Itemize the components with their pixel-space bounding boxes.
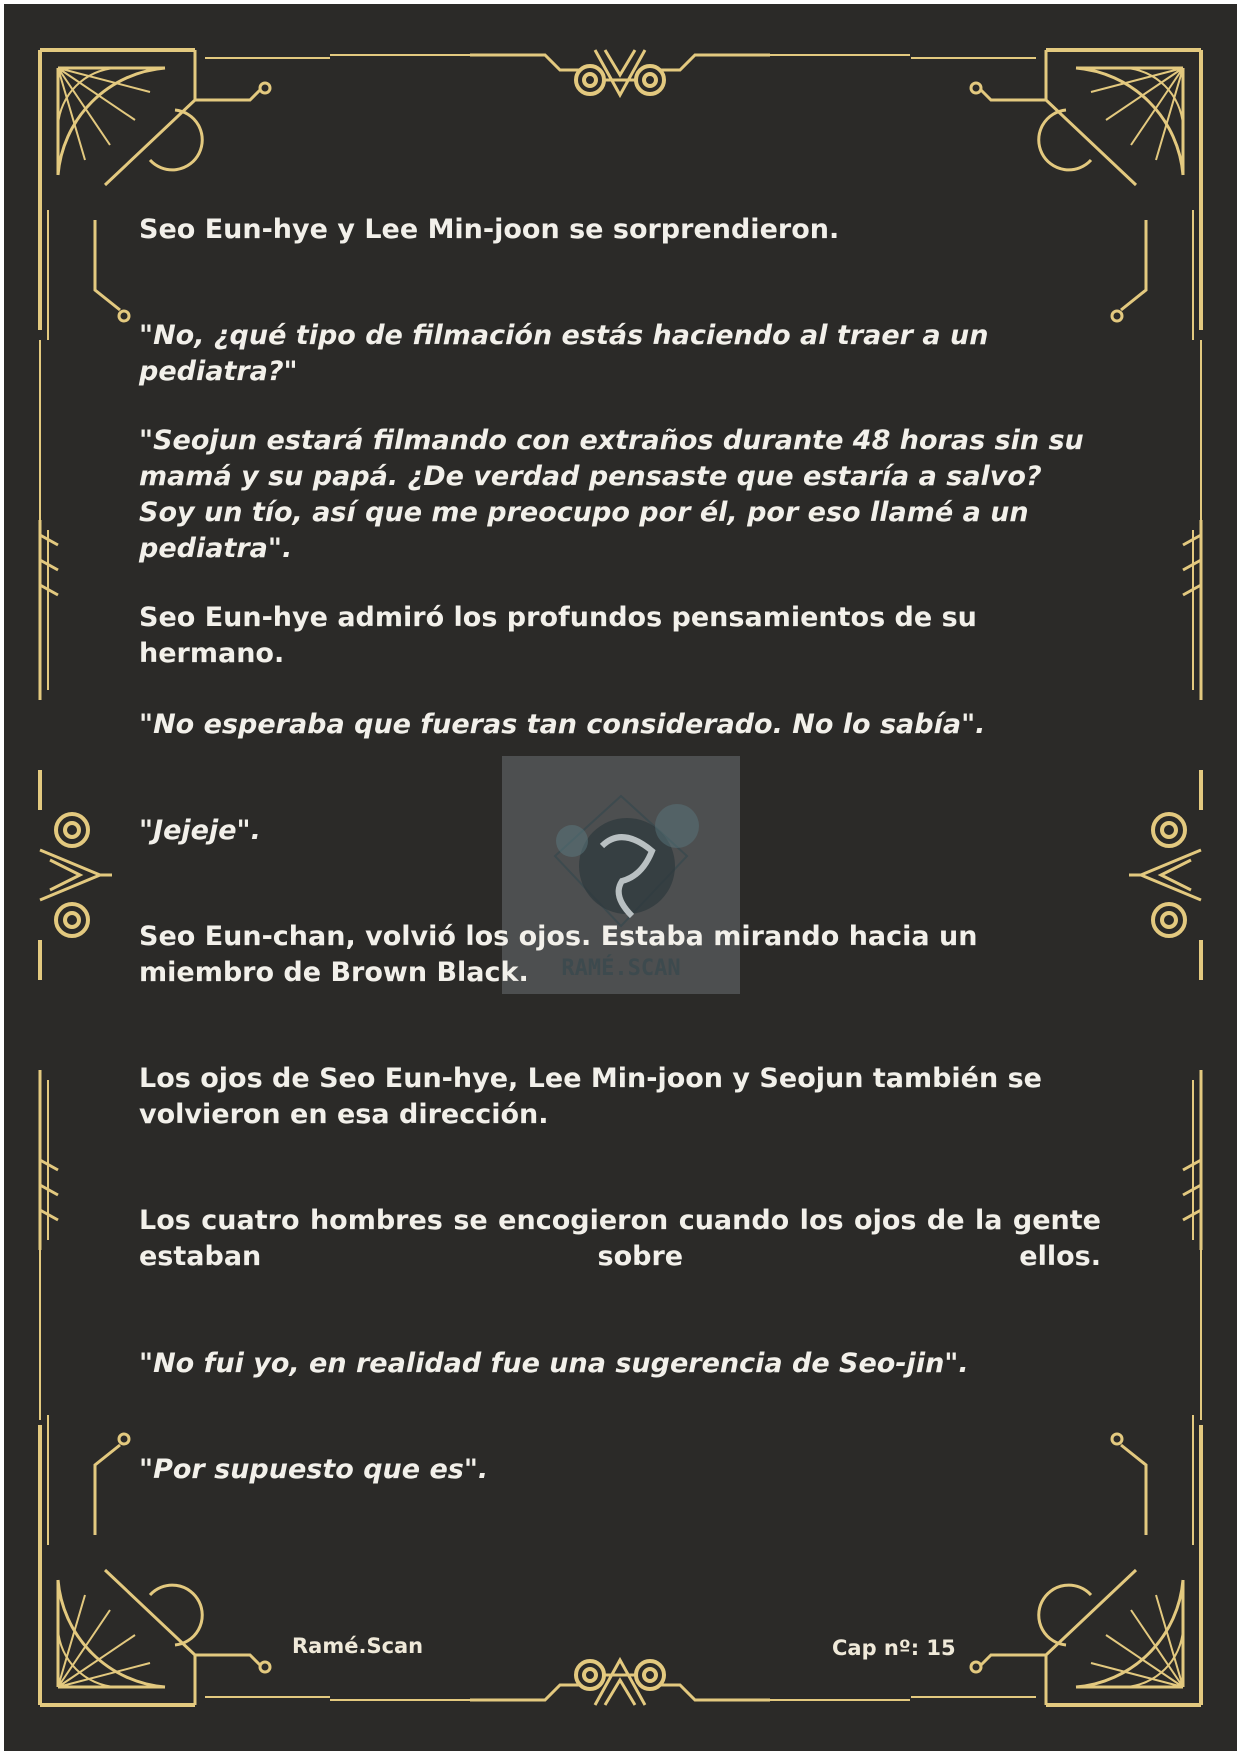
paragraph: "Por supuesto que es". xyxy=(139,1454,489,1485)
paragraph: "No esperaba que fueras tan considerado. No lo sabía". xyxy=(139,709,986,740)
paragraph: Los ojos de Seo Eun-hye, Lee Min-joon y Seojun también se volvieron en esa dirección. xyxy=(139,1063,1042,1130)
paragraph: "Jejeje". xyxy=(139,815,261,846)
paragraph: Seo Eun-hye admiró los profundos pensamientos de su hermano. xyxy=(139,602,977,669)
footer-chapter: Cap nº: 15 xyxy=(832,1636,956,1660)
paragraph: "No, ¿qué tipo de filmación estás haciendo al traer a un pediatra?" xyxy=(139,320,989,387)
watermark-text: RAMÉ.SCAN xyxy=(561,956,681,981)
paragraph: Seo Eun-hye y Lee Min-joon se sorprendieron. xyxy=(139,214,840,245)
footer-credit: Ramé.Scan xyxy=(292,1634,424,1658)
paragraph: Seo Eun-chan, volvió los ojos. Estaba mirando hacia un miembro de Brown Black. xyxy=(139,921,978,988)
paragraph: Los cuatro hombres se encogieron cuando los ojos de la gente estaban sobre ellos. xyxy=(139,1205,1101,1272)
paragraph: "Seojun estará filmando con extraños durante 48 horas sin su mamá y su papá. ¿De verdad pensaste que estaría a salvo? Soy un tío, así que me preocupo por él, por eso llamé a un pediatra". xyxy=(139,425,1084,564)
paragraph: "No fui yo, en realidad fue una sugerencia de Seo-jin". xyxy=(139,1348,969,1379)
